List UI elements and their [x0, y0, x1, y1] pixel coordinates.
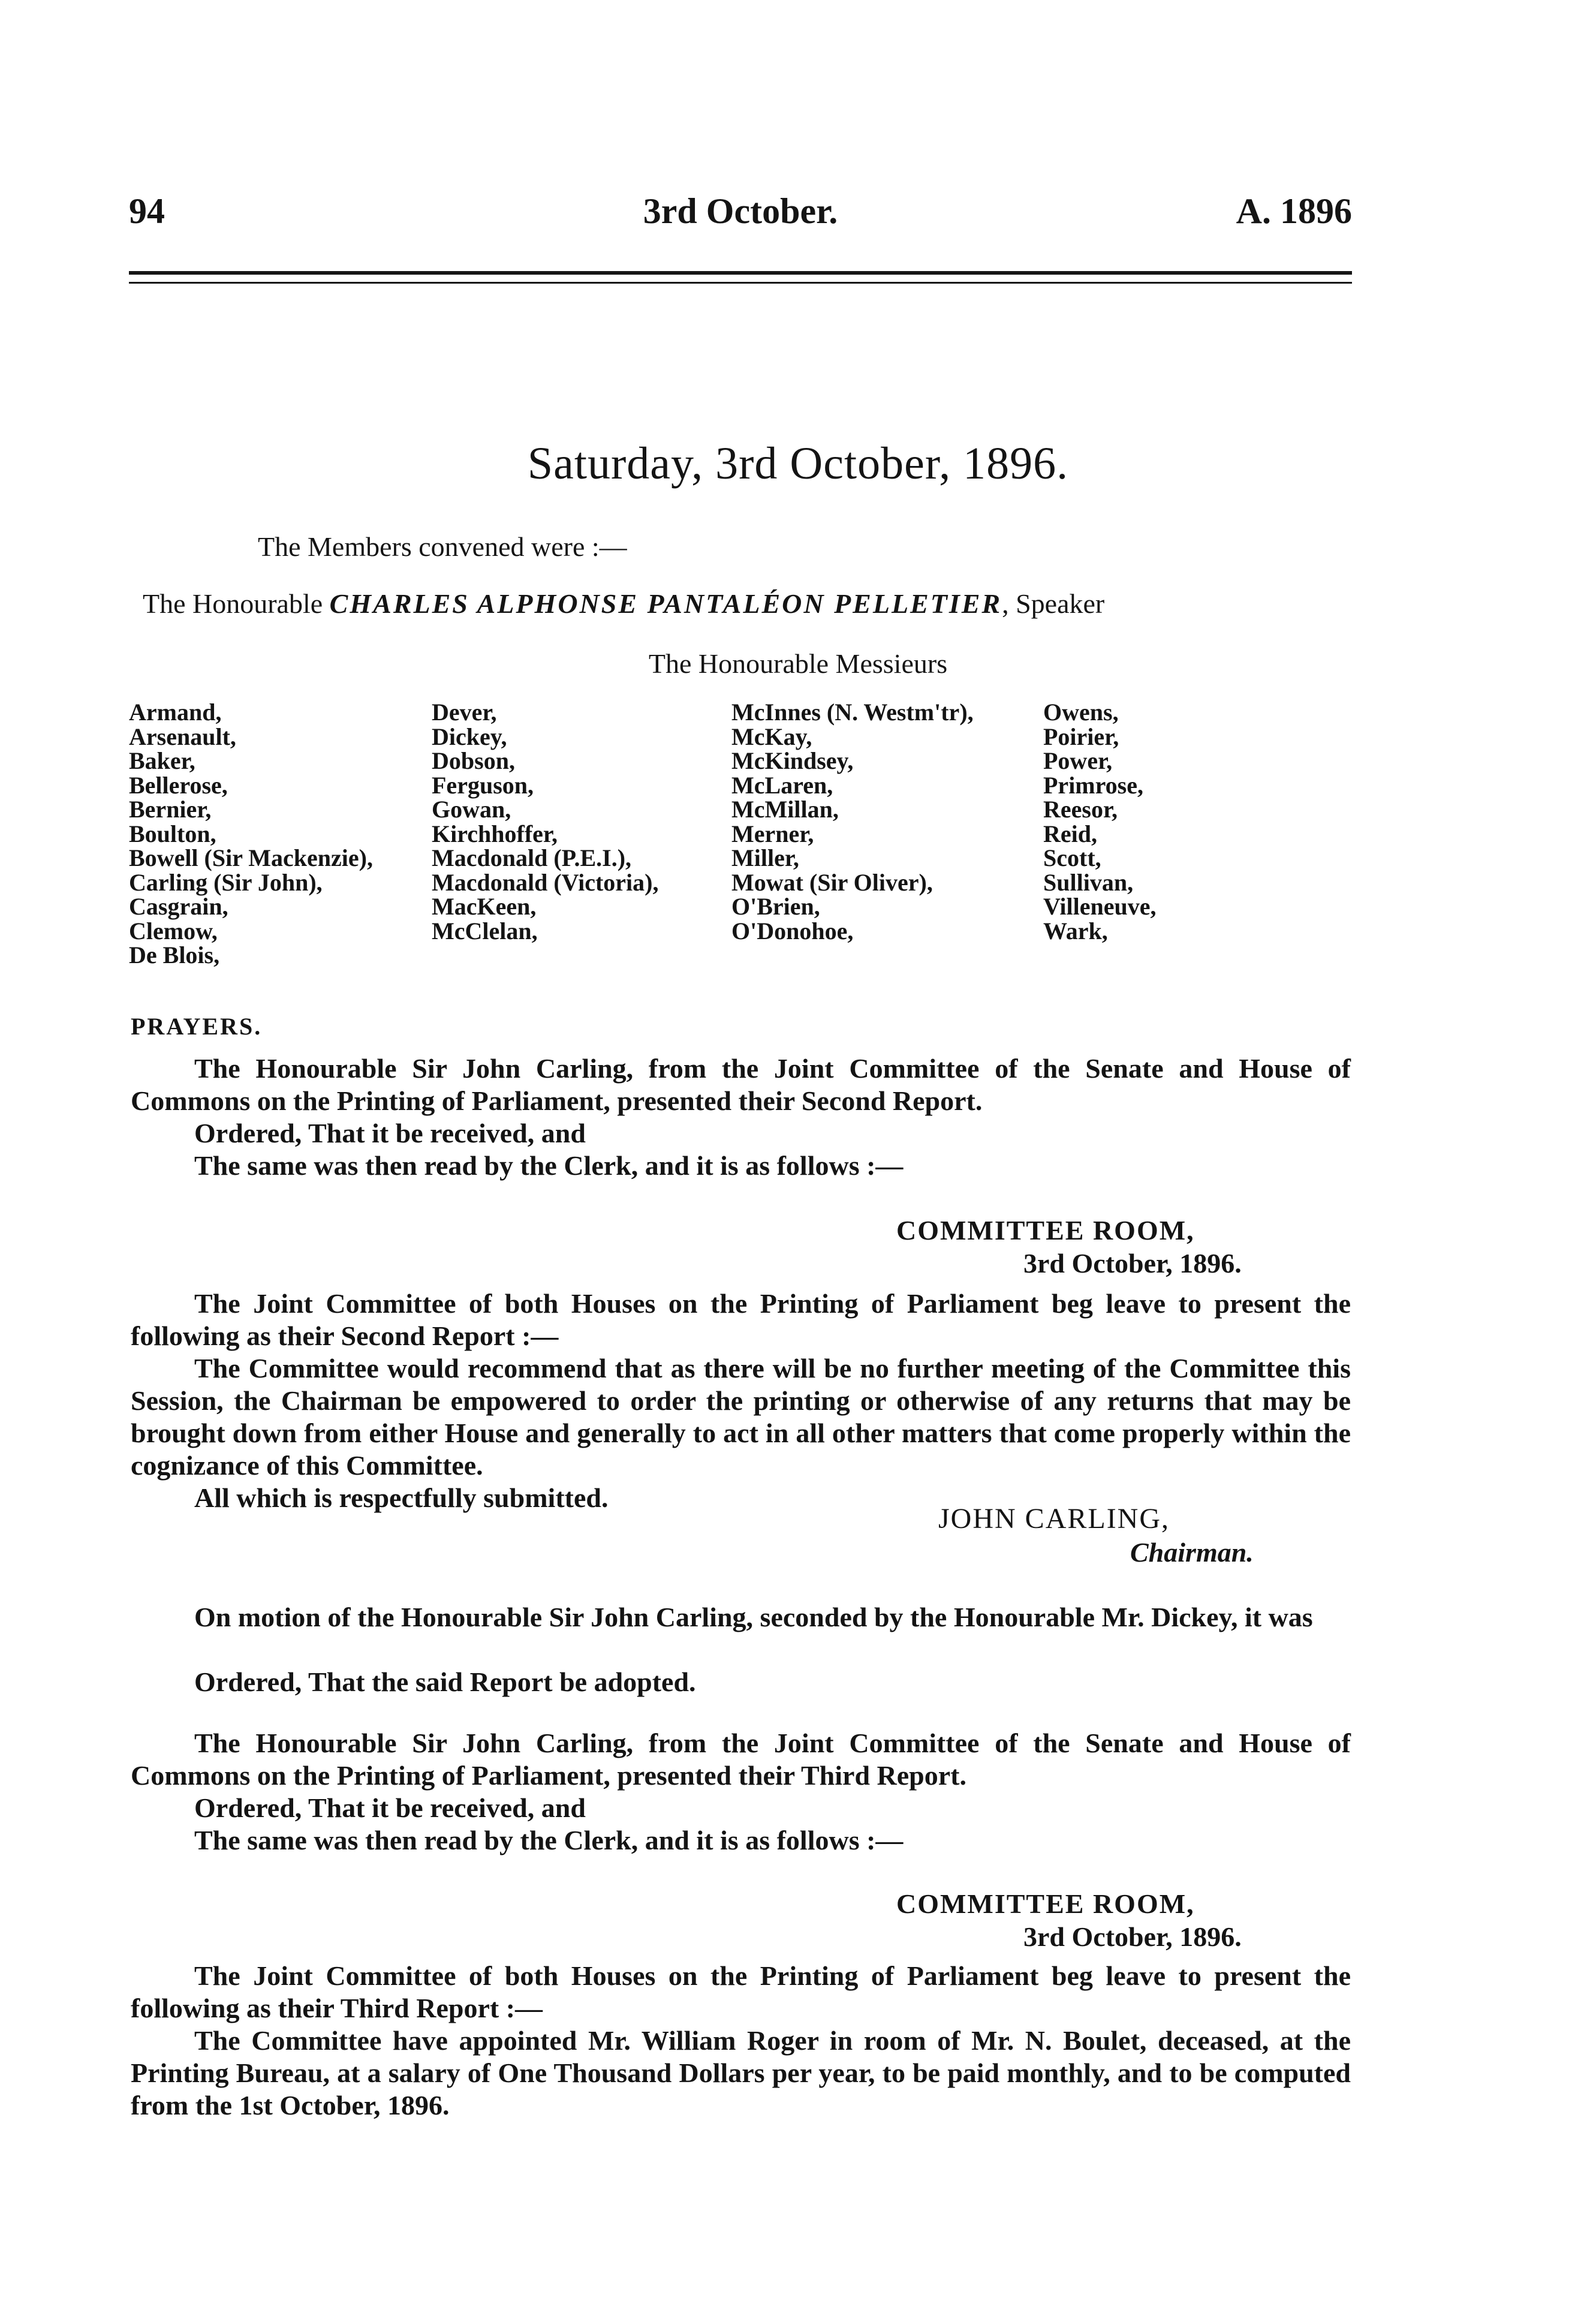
second-report-ordered: Ordered, That it be received, and	[194, 1118, 586, 1148]
second-report-read: The same was then read by the Clerk, and it is as follows :—	[194, 1150, 904, 1181]
member-name: Reid,	[1043, 820, 1097, 847]
third-report-body: The Committee have appointed Mr. William Roger in room of Mr. N. Boulet, deceased, at the Printing Bureau, at a salary of One Thousand Dollars per year, to be paid monthly, and to be computed from the 1st October, 1896.	[131, 2025, 1351, 2120]
member-name: Macdonald (Victoria),	[432, 868, 659, 896]
member-name: Mowat (Sir Oliver),	[731, 868, 933, 896]
members-column-1	[129, 700, 373, 968]
speaker-line	[143, 588, 1104, 619]
members-list	[129, 700, 1364, 988]
member-name: O'Donohoe,	[731, 917, 854, 945]
chairman-signature: JOHN CARLING,	[938, 1503, 1170, 1535]
member-name: Kirchhoffer,	[432, 820, 558, 847]
member-name: Clemow,	[129, 917, 218, 945]
chairman-title: Chairman.	[1130, 1537, 1254, 1568]
header-rule-thick	[129, 271, 1352, 275]
members-column-2	[432, 700, 658, 943]
second-report-submitted: All which is respectfully submitted.	[194, 1482, 609, 1513]
member-name: Scott,	[1043, 844, 1101, 871]
member-name: McMillan,	[731, 796, 839, 823]
speaker-name: CHARLES ALPHONSE PANTALÉON PELLETIER	[329, 588, 1002, 619]
committee-room-heading: COMMITTEE ROOM,	[896, 1215, 1195, 1246]
member-name: Arsenault,	[129, 723, 236, 750]
committee-report-date: 3rd October, 1896.	[1023, 1921, 1242, 1952]
member-name: Bernier,	[129, 796, 212, 823]
member-name: McInnes (N. Westm'tr),	[731, 699, 974, 726]
member-name: Sullivan,	[1043, 868, 1134, 896]
second-report-presented: The Honourable Sir John Carling, from the Joint Committee of the Senate and House of Commons on the Printing of Parliament, presented their Second Report.	[131, 1053, 1351, 1116]
member-name: Bellerose,	[129, 771, 228, 799]
member-name: Miller,	[731, 844, 799, 871]
third-report-read: The same was then read by the Clerk, and it is as follows :—	[194, 1825, 904, 1855]
member-name: Merner,	[731, 820, 814, 847]
member-name: McLaren,	[731, 771, 833, 799]
third-report-intro: The Joint Committee of both Houses on the Printing of Parliament beg leave to present the following as their Third Report :—	[131, 1960, 1351, 2023]
running-date: 3rd October.	[643, 191, 838, 231]
member-name: Primrose,	[1043, 771, 1143, 799]
member-name: De Blois,	[129, 942, 220, 968]
page-number: 94	[129, 191, 165, 231]
member-name: Gowan,	[432, 796, 511, 823]
date-heading: Saturday, 3rd October, 1896.	[527, 438, 1069, 489]
messieurs-heading: The Honourable Messieurs	[648, 648, 948, 679]
year-mark: A. 1896	[1236, 191, 1352, 231]
member-name: Armand,	[129, 699, 222, 726]
third-report-presented: The Honourable Sir John Carling, from the Joint Committee of the Senate and House of Commons on the Printing of Parliament, presented their Third Report.	[131, 1728, 1351, 1791]
members-column-4	[1043, 700, 1157, 943]
running-header	[129, 191, 1352, 239]
member-name: Wark,	[1043, 917, 1108, 945]
members-intro: The Members convened were :—	[258, 531, 627, 562]
committee-room-heading: COMMITTEE ROOM,	[896, 1888, 1195, 1919]
member-name: MacKeen,	[432, 893, 537, 920]
header-rule-thin	[129, 282, 1352, 284]
prayers-heading: PRAYERS.	[131, 1013, 263, 1040]
member-name: Carling (Sir John),	[129, 868, 323, 896]
member-name: McKay,	[731, 723, 812, 750]
member-name: Dickey,	[432, 723, 507, 750]
member-name: Dever,	[432, 699, 497, 726]
member-name: Baker,	[129, 747, 195, 774]
member-name: McClelan,	[432, 917, 538, 945]
second-report-intro: The Joint Committee of both Houses on the Printing of Parliament beg leave to present the following as their Second Report :—	[131, 1288, 1351, 1351]
member-name: O'Brien,	[731, 893, 820, 920]
motion-ordered: Ordered, That the said Report be adopted.	[194, 1667, 696, 1697]
member-name: Owens,	[1043, 699, 1119, 726]
member-name: Macdonald (P.E.I.),	[432, 844, 632, 871]
motion-text: On motion of the Honourable Sir John Carling, seconded by the Honourable Mr. Dickey, it was	[194, 1602, 1313, 1632]
member-name: Ferguson,	[432, 771, 534, 799]
speaker-prefix: The Honourable	[143, 588, 330, 619]
speaker-suffix: , Speaker	[1002, 588, 1105, 619]
member-name: Dobson,	[432, 747, 515, 774]
member-name: Bowell (Sir Mackenzie),	[129, 844, 373, 871]
members-column-3	[731, 700, 974, 943]
member-name: Reesor,	[1043, 796, 1118, 823]
member-name: Power,	[1043, 747, 1113, 774]
member-name: Casgrain,	[129, 893, 228, 920]
member-name: Boulton,	[129, 820, 216, 847]
second-report-body: The Committee would recommend that as there will be no further meeting of the Committee this Session, the Chairman be empowered to order the printing or otherwise of any returns that may be brought down from either House and generally to act in all other matters that come properly within the cognizance of this Committee.	[131, 1353, 1351, 1481]
member-name: McKindsey,	[731, 747, 854, 774]
member-name: Poirier,	[1043, 723, 1119, 750]
member-name: Villeneuve,	[1043, 893, 1157, 920]
third-report-ordered: Ordered, That it be received, and	[194, 1792, 586, 1823]
committee-report-date: 3rd October, 1896.	[1023, 1248, 1242, 1279]
